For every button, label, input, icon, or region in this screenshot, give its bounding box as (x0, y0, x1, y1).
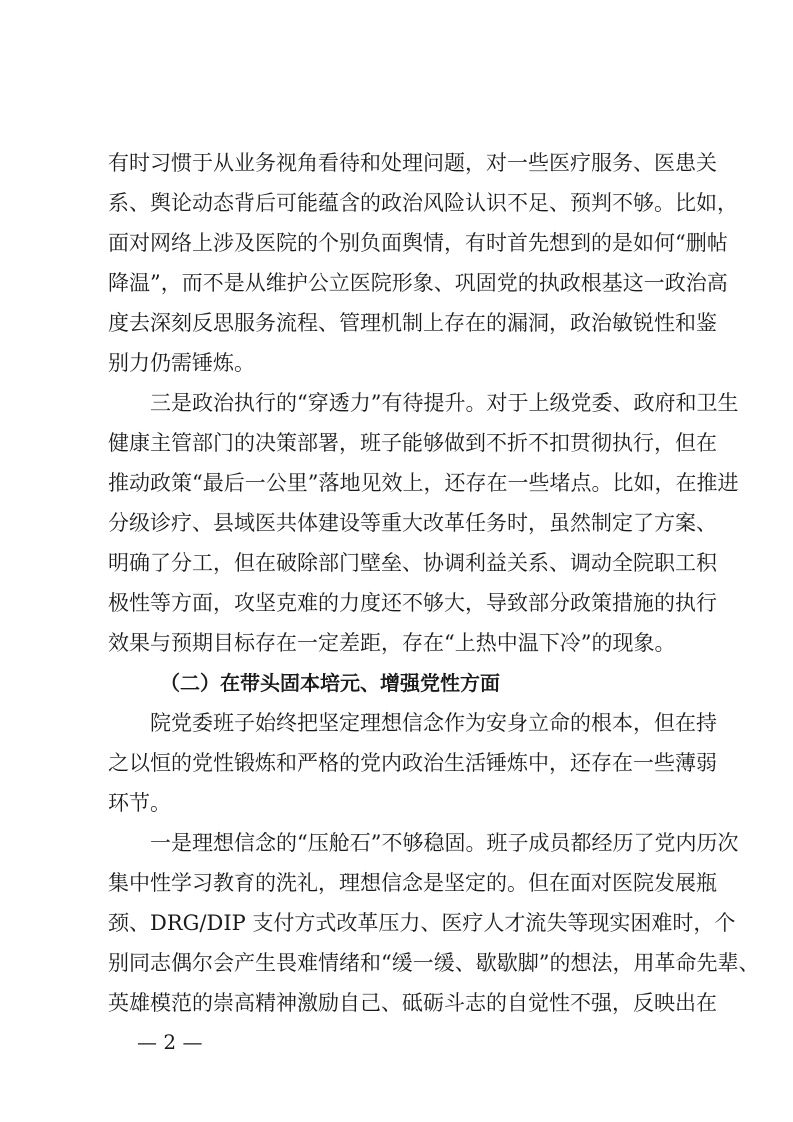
paragraph-3-line-2: 之以恒的党性锻炼和严格的党内政治生活锤炼中，还存在一些薄弱 (108, 751, 717, 775)
paragraph-1-line-5: 度去深刻反思服务流程、管理机制上存在的漏洞，政治敏锐性和鉴 (108, 311, 717, 335)
paragraph-4-line-2: 集中性学习教育的洗礼，理想信念是坚定的。但在面对医院发展瓶 (108, 871, 717, 895)
paragraph-3-line-3: 环节。 (108, 791, 171, 815)
section-heading: （二）在带头固本培元、增强党性方面 (160, 671, 500, 695)
paragraph-4-line-1: 一是理想信念的“压舱石”不够稳固。班子成员都经历了党内历次 (150, 831, 739, 855)
paragraph-1-line-2: 系、舆论动态背后可能蕴含的政治风险认识不足、预判不够。比如， (108, 191, 738, 215)
paragraph-4-line-4: 别同志偶尔会产生畏难情绪和“缓一缓、歇歇脚”的想法，用革命先辈、 (108, 951, 760, 975)
paragraph-4-line-5: 英雄模范的崇高精神激励自己、砥砺斗志的自觉性不强，反映出在 (108, 991, 717, 1015)
paragraph-1-line-3: 面对网络上涉及医院的个别负面舆情，有时首先想到的是如何“删帖 (108, 231, 728, 255)
paragraph-3-line-1: 院党委班子始终把坚定理想信念作为安身立命的根本，但在持 (150, 711, 717, 735)
paragraph-1-line-6: 别力仍需锤炼。 (108, 351, 255, 375)
paragraph-2-line-1: 三是政治执行的“穿透力”有待提升。对于上级党委、政府和卫生 (150, 391, 739, 415)
paragraph-2-line-5: 明确了分工，但在破除部门壁垒、协调利益关系、调动全院职工积 (108, 551, 717, 575)
paragraph-2-line-2: 健康主管部门的决策部署，班子能够做到不折不扣贯彻执行，但在 (108, 431, 717, 455)
paragraph-2-line-7: 效果与预期目标存在一定差距，存在“上热中温下冷”的现象。 (108, 631, 676, 655)
paragraph-2-line-3: 推动政策“最后一公里”落地见效上，还存在一些堵点。比如，在推进 (108, 471, 739, 495)
paragraph-1-line-4: 降温”，而不是从维护公立医院形象、巩固党的执政根基这一政治高 (108, 271, 728, 295)
paragraph-1-line-1: 有时习惯于从业务视角看待和处理问题，对一些医疗服务、医患关 (108, 151, 717, 175)
paragraph-4-line-3: 颈、DRG/DIP 支付方式改革压力、医疗人才流失等现实困难时，个 (108, 911, 736, 935)
page-number: — 2 — (137, 1030, 203, 1054)
paragraph-2-line-4: 分级诊疗、县域医共体建设等重大改革任务时，虽然制定了方案、 (108, 511, 717, 535)
paragraph-2-line-6: 极性等方面，攻坚克难的力度还不够大，导致部分政策措施的执行 (108, 591, 717, 615)
